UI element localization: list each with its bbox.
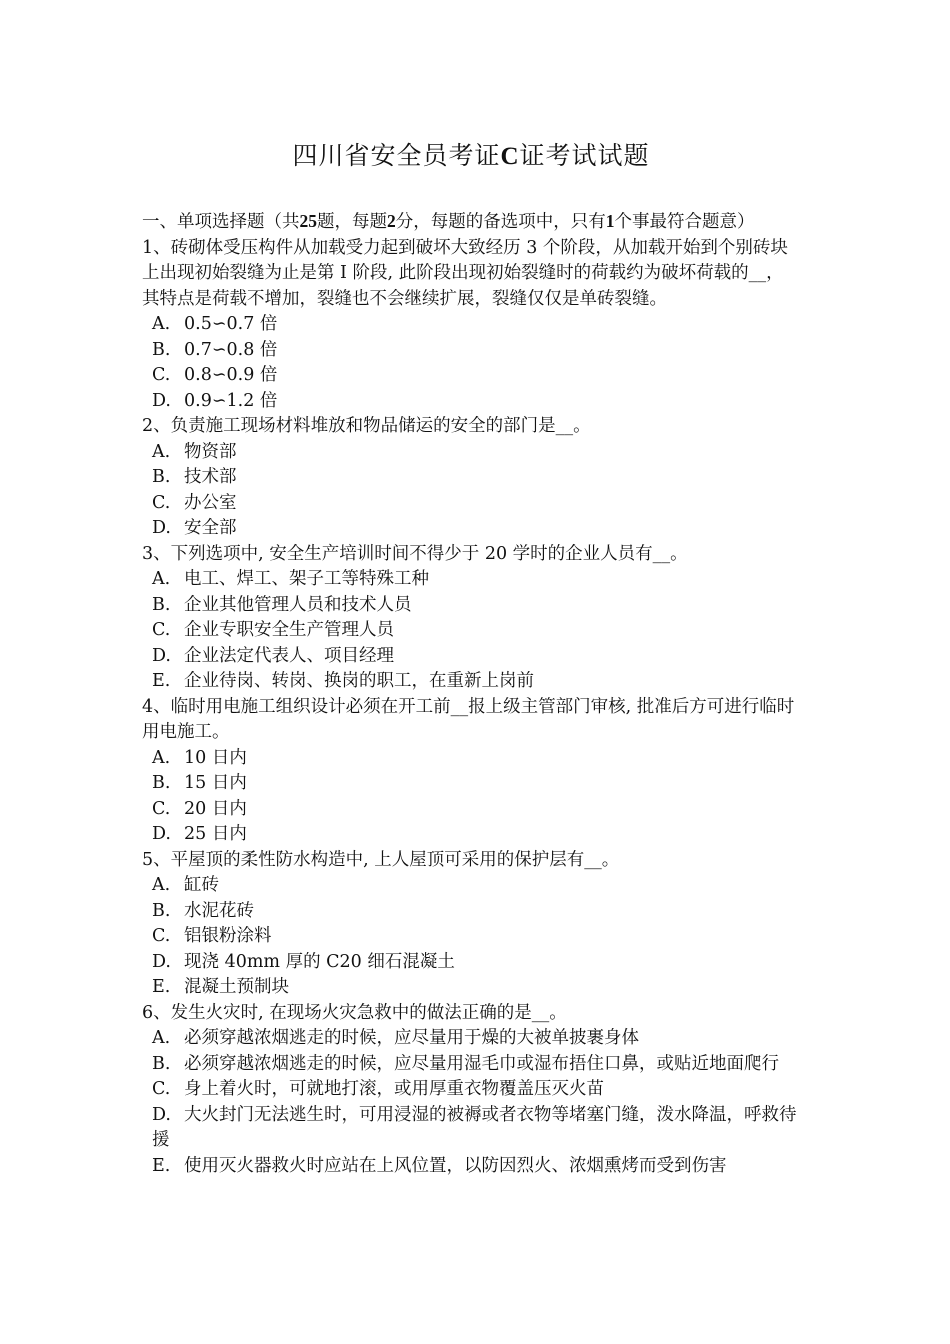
option-letter: A.	[152, 875, 171, 895]
question-count: 25	[299, 211, 317, 231]
option-text: 混凝土预制块	[184, 977, 289, 997]
question-5	[142, 848, 800, 1001]
answer-option	[142, 771, 800, 797]
answer-option	[142, 746, 800, 772]
question-text: 2、负责施工现场材料堆放和物品储运的安全的部门是__。	[142, 416, 591, 436]
option-text: 铝银粉涂料	[184, 926, 272, 946]
answer-option	[142, 669, 800, 695]
exam-content	[142, 209, 800, 1179]
option-text: 0.8∽0.9 倍	[184, 365, 278, 385]
option-letter: C.	[152, 492, 171, 513]
option-letter: A.	[152, 441, 171, 462]
answer-option	[142, 618, 800, 644]
page-title	[142, 0, 800, 176]
answer-option	[142, 950, 800, 976]
option-text: 15 日内	[184, 773, 247, 793]
option-text: 0.5∽0.7 倍	[184, 314, 278, 334]
option-text: 身上着火时，可就地打滚，或用厚重衣物覆盖压灭火苗	[184, 1079, 604, 1099]
answer-option	[142, 1026, 800, 1052]
question-4	[142, 695, 800, 848]
option-text: 大火封门无法逃生时，可用浸湿的被褥或者衣物等堵塞门缝，泼水降温，呼救待援	[152, 1104, 797, 1150]
option-letter: C.	[152, 1079, 171, 1099]
option-letter: C.	[152, 926, 171, 946]
title-prefix: 四川省安全员考证	[292, 141, 501, 170]
option-letter: B.	[152, 594, 171, 615]
option-text: 现浇 40mm 厚的 C20 细石混凝土	[184, 951, 455, 972]
answer-option	[142, 822, 800, 848]
section-text: 个事最符合题意）	[614, 212, 755, 232]
answer-option	[142, 312, 800, 338]
option-letter: D.	[152, 645, 171, 666]
option-text: 企业待岗、转岗、换岗的职工，在重新上岗前	[184, 671, 534, 691]
answer-option	[142, 363, 800, 389]
option-letter: D.	[152, 1104, 171, 1125]
option-letter: B.	[152, 1053, 171, 1074]
section-heading	[142, 209, 800, 236]
option-letter: B.	[152, 339, 171, 360]
option-letter: B.	[152, 900, 171, 921]
answer-option	[142, 338, 800, 364]
option-letter: D.	[152, 518, 171, 538]
title-bold: C	[500, 143, 520, 170]
question-text: 1、砖砌体受压构件从加载受力起到破坏大致经历 3 个阶段，从加载开始到个别砖块上出现初始裂缝为止是第 I 阶段, 此阶段出现初始裂缝时的荷载约为破坏荷载的__，其特点是荷载不增加，裂缝也不会继续扩展，裂缝仅仅是单砖裂缝。	[142, 237, 788, 309]
question-1	[142, 236, 800, 415]
option-letter: B.	[152, 773, 171, 793]
answer-option	[142, 873, 800, 899]
option-text: 企业专职安全生产管理人员	[184, 620, 394, 640]
answer-option	[142, 924, 800, 950]
option-text: 企业法定代表人、项目经理	[184, 645, 394, 666]
question-text: 3、下列选项中, 安全生产培训时间不得少于 20 学时的企业人员有__。	[142, 543, 688, 564]
question-text: 4、临时用电施工组织设计必须在开工前__报上级主管部门审核, 批准后方可进行临时用电施工。	[142, 696, 795, 742]
answer-option	[142, 465, 800, 491]
option-letter: D.	[152, 824, 171, 844]
answer-option	[142, 516, 800, 542]
answer-option	[142, 1052, 800, 1078]
option-letter: E.	[152, 671, 171, 691]
title-suffix: 证考试试题	[519, 141, 650, 170]
answer-option	[142, 1103, 800, 1154]
option-text: 办公室	[184, 492, 237, 513]
question-2	[142, 414, 800, 542]
option-letter: A.	[152, 314, 171, 334]
section-text: 一、单项选择题（共	[142, 212, 300, 232]
option-letter: C.	[152, 365, 171, 385]
question-text: 6、发生火灾时, 在现场火灾急救中的做法正确的是__。	[142, 1002, 567, 1023]
correct-count: 1	[605, 211, 615, 231]
option-letter: E.	[152, 977, 171, 997]
score-per-question: 2	[387, 211, 396, 231]
option-letter: C.	[152, 798, 171, 819]
option-letter: B.	[152, 467, 171, 487]
answer-option	[142, 1154, 800, 1180]
option-letter: D.	[152, 951, 171, 972]
answer-option	[142, 899, 800, 925]
answer-option	[142, 1077, 800, 1103]
option-letter: A.	[152, 569, 171, 589]
option-text: 必须穿越浓烟逃走的时候，应尽量用于燥的大被单披裹身体	[184, 1028, 639, 1048]
option-text: 技术部	[184, 467, 237, 487]
option-text: 电工、焊工、架子工等特殊工种	[184, 569, 429, 589]
answer-option	[142, 567, 800, 593]
section-text: 题，每题	[317, 212, 387, 232]
answer-option	[142, 644, 800, 670]
option-letter: E.	[152, 1155, 171, 1176]
question-6	[142, 1001, 800, 1180]
option-letter: A.	[152, 1028, 171, 1048]
option-text: 必须穿越浓烟逃走的时候，应尽量用湿毛巾或湿布捂住口鼻，或贴近地面爬行	[184, 1053, 779, 1074]
option-letter: A.	[152, 747, 171, 768]
option-text: 0.7∽0.8 倍	[184, 339, 278, 360]
question-list	[142, 236, 800, 1180]
option-letter: D.	[152, 390, 171, 411]
answer-option	[142, 491, 800, 517]
option-text: 10 日内	[184, 747, 247, 768]
answer-option	[142, 975, 800, 1001]
option-text: 水泥花砖	[184, 900, 254, 921]
question-3	[142, 542, 800, 695]
answer-option	[142, 593, 800, 619]
answer-option	[142, 797, 800, 823]
option-text: 物资部	[184, 441, 237, 462]
option-text: 缸砖	[184, 875, 219, 895]
section-text: 分，每题的备选项中，只有	[395, 212, 606, 232]
option-text: 0.9∽1.2 倍	[184, 390, 278, 411]
question-text: 5、平屋顶的柔性防水构造中, 上人屋顶可采用的保护层有__。	[142, 849, 620, 870]
option-text: 安全部	[184, 518, 237, 538]
answer-option	[142, 440, 800, 466]
option-letter: C.	[152, 620, 171, 640]
option-text: 20 日内	[184, 798, 247, 819]
answer-option	[142, 389, 800, 415]
option-text: 企业其他管理人员和技术人员	[184, 594, 412, 615]
option-text: 25 日内	[184, 824, 247, 844]
option-text: 使用灭火器救火时应站在上风位置，以防因烈火、浓烟熏烤而受到伤害	[184, 1155, 727, 1176]
